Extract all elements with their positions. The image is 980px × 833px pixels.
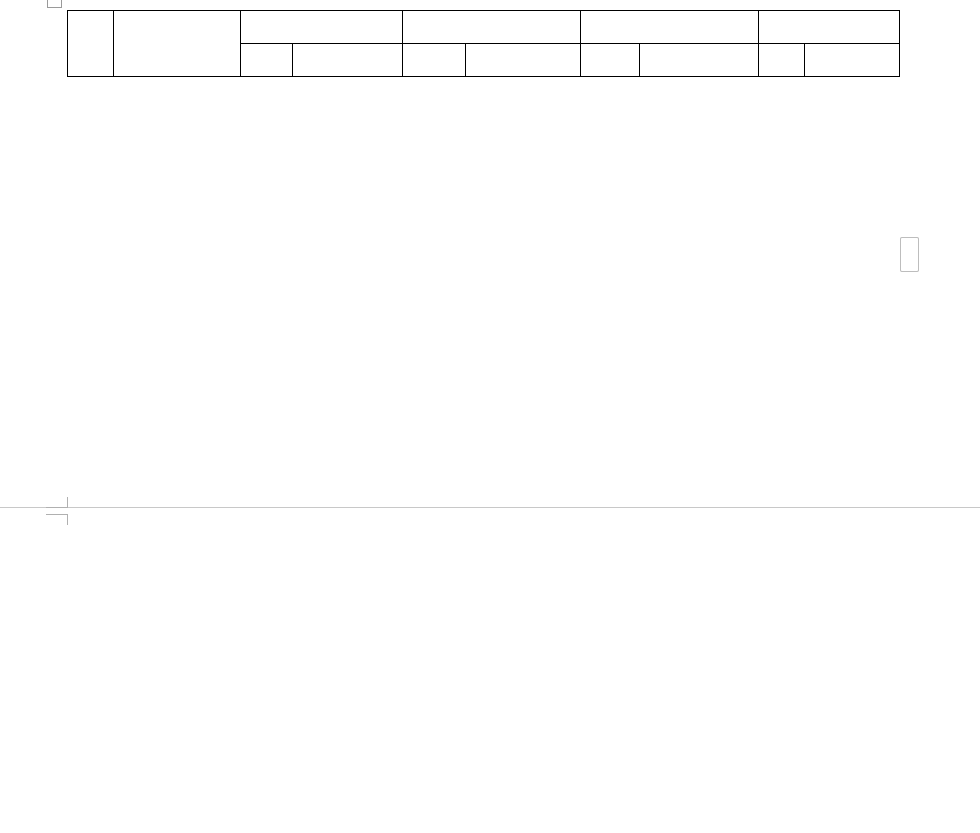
header-seq (68, 11, 114, 77)
subheader-standard-amount (293, 44, 403, 77)
header-street (114, 11, 241, 77)
subheader-80-count (403, 44, 466, 77)
header-total (241, 11, 403, 44)
header-group-80 (403, 11, 581, 44)
table-move-handle-icon[interactable] (47, 0, 62, 8)
add-column-button[interactable] (900, 237, 919, 272)
page-break-line (0, 507, 980, 508)
subheader-80-amount (466, 44, 581, 77)
subsidy-table-page1 (67, 10, 900, 77)
header-group-90 (581, 11, 759, 44)
subheader-100-count (759, 44, 805, 77)
subheader-90-count (581, 44, 640, 77)
subheader-100-amount (805, 44, 900, 77)
subheader-total-count (241, 44, 293, 77)
page-corner-mark (46, 497, 68, 508)
page-corner-mark (46, 514, 68, 525)
header-group-100 (759, 11, 900, 44)
subheader-90-amount (640, 44, 759, 77)
